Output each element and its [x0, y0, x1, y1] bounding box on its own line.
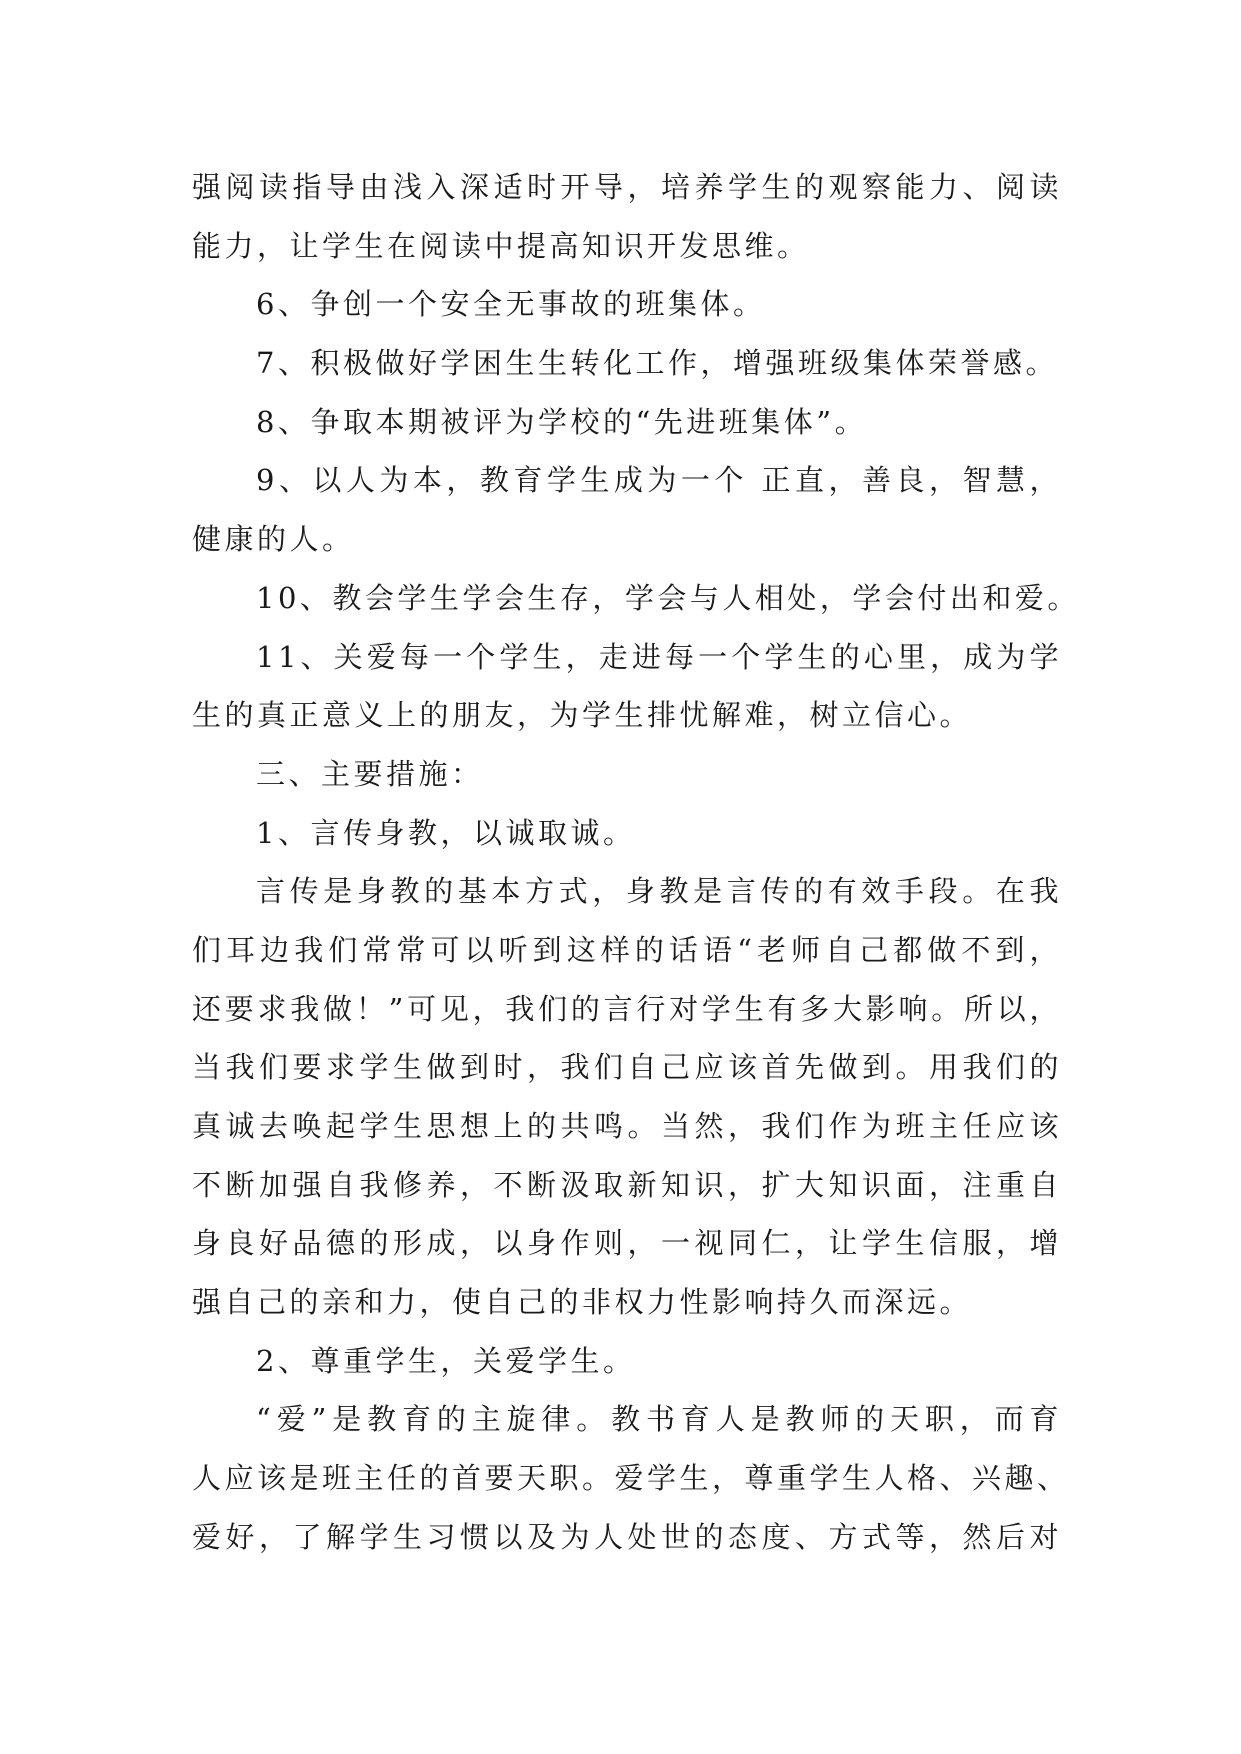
text-line: 们耳边我们常常可以听到这样的话语“老师自己都做不到， — [192, 932, 1062, 967]
text-line: 6、争创一个安全无事故的班集体。 — [256, 287, 766, 322]
text-line: 11、关爱每一个学生，走进每一个学生的心里，成为学 — [256, 639, 1062, 674]
text-line: 强自己的亲和力，使自己的非权力性影响持久而深远。 — [192, 1285, 973, 1320]
text-line: 还要求我做！”可见，我们的言行对学生有多大影响。所以， — [192, 991, 1062, 1026]
text-line: 真诚去唤起学生思想上的共鸣。当然，我们作为班主任应该 — [192, 1109, 1062, 1143]
text-line: “爱”是教育的主旋律。教书育人是教师的天职，而育 — [256, 1402, 1062, 1437]
text-line: 2、尊重学生，关爱学生。 — [256, 1343, 636, 1378]
text-line: 三、主要措施： — [256, 756, 484, 791]
text-line: 当我们要求学生做到时，我们自己应该首先做到。用我们的 — [192, 1050, 1062, 1085]
text-line: 不断加强自我修养，不断汲取新知识，扩大知识面，注重自 — [192, 1167, 1062, 1202]
text-line: 强阅读指导由浅入深适时开导，培养学生的观察能力、阅读 — [192, 170, 1062, 204]
text-line: 言传是身教的基本方式，身教是言传的有效手段。在我 — [256, 874, 1062, 909]
text-line: 人应该是班主任的首要天职。爱学生，尊重学生人格、兴趣、 — [192, 1461, 1070, 1496]
document-body — [192, 158, 1080, 1567]
text-line: 能力，让学生在阅读中提高知识开发思维。 — [192, 228, 810, 263]
text-line: 10、教会学生学会生存，学会与人相处，学会付出和爱。 — [256, 580, 1080, 615]
text-line: 身良好品德的形成，以身作则，一视同仁，让学生信服，增 — [192, 1226, 1062, 1261]
text-line: 8、争取本期被评为学校的“先进班集体”。 — [256, 404, 868, 439]
text-line: 健康的人。 — [192, 522, 355, 557]
text-line: 生的真正意义上的朋友，为学生排忧解难，树立信心。 — [192, 698, 973, 733]
text-line: 1、言传身教，以诚取诚。 — [256, 815, 636, 850]
text-line: 7、积极做好学困生生转化工作，增强班级集体荣誉感。 — [256, 346, 1058, 381]
text-line: 9、以人为本，教育学生成为一个 正直，善良，智慧， — [256, 463, 1062, 498]
text-line: 爱好，了解学生习惯以及为人处世的态度、方式等，然后对 — [192, 1519, 1062, 1554]
